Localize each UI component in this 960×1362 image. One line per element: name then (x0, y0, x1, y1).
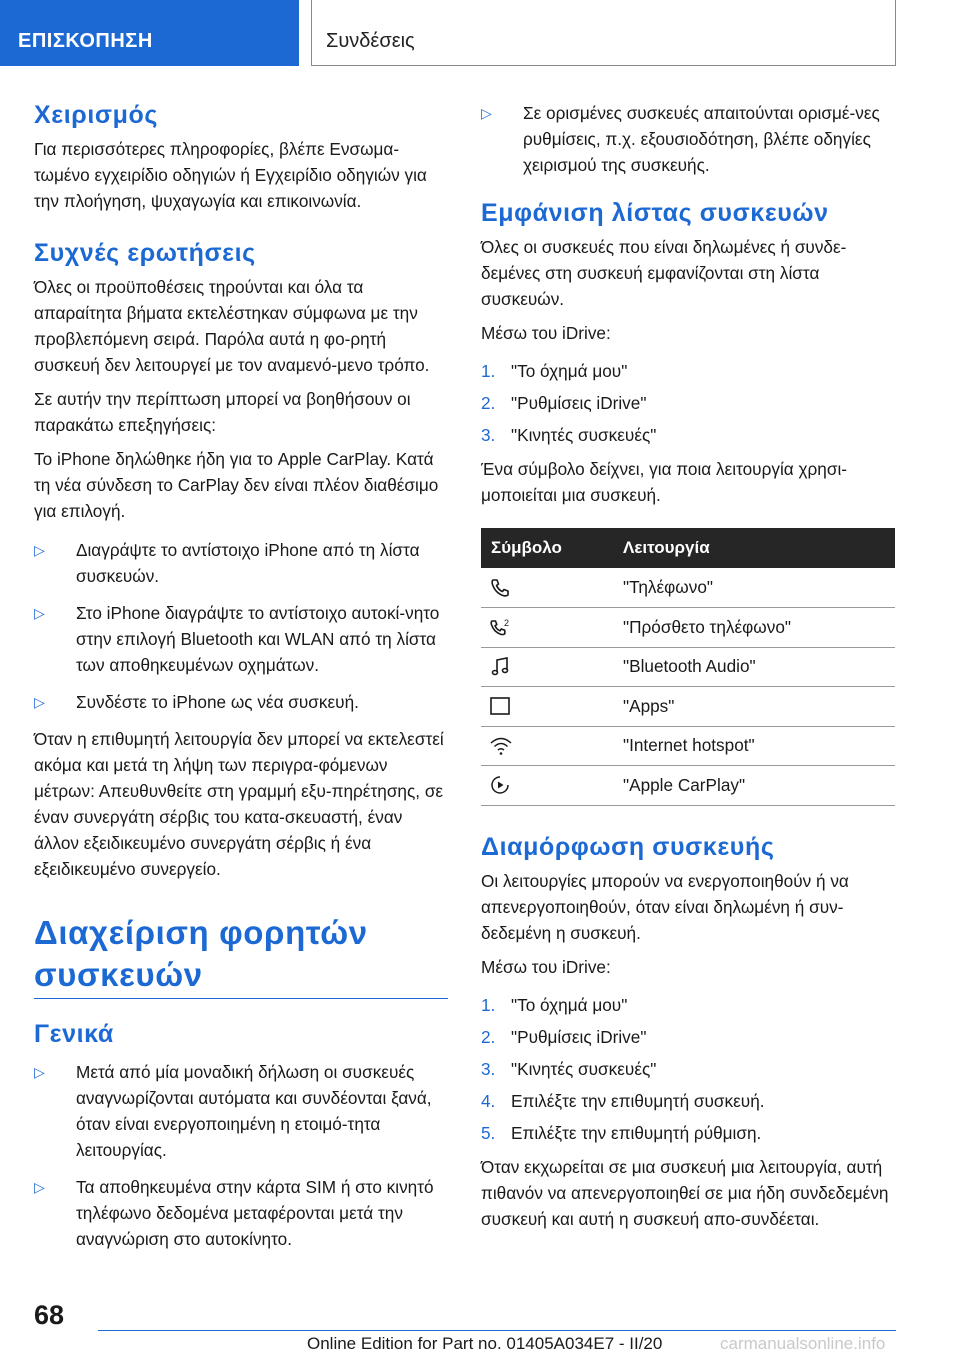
function-cell: "Internet hotspot" (611, 726, 895, 766)
list-item-text: Σε ορισμένες συσκευές απαιτούνται ορισμέ-νες ρυθμίσεις, π.χ. εξουσιοδότηση, βλέπε οδηγίες χειρισμού της συσκευής. (523, 103, 880, 175)
carplay-icon (489, 774, 511, 796)
list-item (481, 1088, 895, 1114)
function-cell: "Bluetooth Audio" (611, 647, 895, 687)
list-item (481, 992, 895, 1018)
watermark: carmanualsonline.info (720, 1334, 886, 1353)
table-row (481, 568, 895, 608)
idrive-label: Μέσω του iDrive: (481, 323, 611, 343)
page-number: 68 (34, 1300, 65, 1330)
step-text: "Κινητές συσκευές" (511, 1058, 657, 1079)
mobile-devices-heading-line2: συσκευών (34, 956, 203, 993)
page-title-box (311, 0, 896, 66)
list-item (481, 1120, 895, 1146)
handling-text: Για περισσότερες πληροφορίες, βλέπε Ενσωμα-τωμένο εγχειρίδιο οδηγιών ή Εγχειρίδιο οδηγιών για την πλοήγηση, ψυχαγωγία και επικοινωνία. (34, 139, 427, 211)
faq-paragraph: Όταν η επιθυμητή λειτουργία δεν μπορεί να εκτελεστεί ακόμα και μετά τη λήψη των περιγρα-φόμενων μέτρων: Απευθυνθείτε στη γραμμή εξυ-πηρέτησης, σε έναν συνεργάτη σέρβις του κατα-σκευαστή, έναν άλλον εξειδικευμένο συνεργάτη σέρβις ή ένα εξειδικευμένο συνεργείο. (34, 729, 444, 879)
symbol-intro-paragraph: Ένα σύμβολο δείχνει, για ποια λειτουργία χρησι-μοποιείται μια συσκευή. (481, 459, 847, 505)
edition-text: Online Edition for Part no. 01405A034E7 - II/20 (307, 1334, 663, 1353)
svg-text:2: 2 (504, 618, 510, 629)
step-number: 5. (481, 1122, 496, 1143)
page-header (0, 0, 960, 66)
symbol-cell (481, 687, 611, 727)
list-item (481, 390, 895, 416)
list-item (34, 689, 448, 715)
step-number: 2. (481, 1026, 496, 1047)
device-config-heading: Διαμόρφωση συσκευής (481, 832, 775, 861)
table-row (481, 647, 895, 687)
list-item-text: Μετά από μία μοναδική δήλωση οι συσκευές αναγνωρίζονται αυτόματα και συνδέονται ξανά, όταν είναι ενεργοποιημένη η ετοιμό-τητα λειτουργίας. (76, 1062, 432, 1160)
step-text: Επιλέξτε την επιθυμητή συσκευή. (511, 1090, 765, 1111)
function-cell: "Πρόσθετο τηλέφωνο" (611, 608, 895, 648)
list-item-text: Συνδέστε το iPhone ως νέα συσκευή. (76, 692, 359, 712)
device-list-paragraph: Όλες οι συσκευές που είναι δηλωμένες ή συνδε-δεμένες στη συσκευή εμφανίζονται στη λίστα συσκευών. (481, 237, 847, 309)
mobile-devices-heading (34, 912, 448, 996)
apps-icon (489, 695, 511, 717)
faq-paragraph: Το iPhone δηλώθηκε ήδη για το Apple CarPlay. Κατά τη νέα σύνδεση το CarPlay δεν είναι πλέον διαθέσιμο για επιλογή. (34, 449, 439, 521)
list-item (34, 1174, 448, 1252)
general-heading: Γενικά (34, 1020, 114, 1048)
list-item (481, 422, 895, 448)
list-item (481, 358, 895, 384)
symbol-cell (481, 726, 611, 766)
triangle-bullet-icon: ▷ (34, 1179, 45, 1195)
list-item-text: Διαγράψτε το αντίστοιχο iPhone από τη λίστα συσκευών. (76, 540, 420, 586)
device-list-heading: Εμφάνιση λίστας συσκευών (481, 199, 829, 227)
settings-bullet-list (481, 100, 895, 178)
general-bullet-list (34, 1059, 448, 1252)
wifi-hotspot-icon (489, 735, 513, 757)
device-config-steps (481, 992, 895, 1146)
triangle-bullet-icon: ▷ (481, 105, 492, 121)
list-item (481, 100, 895, 178)
symbol-table (481, 528, 895, 806)
music-note-icon (489, 656, 511, 678)
step-number: 1. (481, 994, 496, 1015)
step-text: "Κινητές συσκευές" (511, 425, 657, 445)
list-item (481, 1056, 895, 1082)
function-cell: "Apps" (611, 687, 895, 727)
triangle-bullet-icon: ▷ (34, 542, 45, 558)
column-header-symbol: Σύμβολο (481, 528, 611, 568)
faq-paragraph: Όλες οι προϋποθέσεις τηρούνται και όλα τα απαραίτητα βήματα εκτελέστηκαν σύμφωνα με την προβλεπόμενη σειρά. Παρόλα αυτά η φο-ρητή συσκευή δεν λειτουργεί με τον αναμενό-μενο τρόπο. (34, 277, 430, 375)
list-item (481, 1024, 895, 1050)
list-item-text: Τα αποθηκευμένα στην κάρτα SIM ή στο κινητό τηλέφωνο δεδομένα μεταφέρονται μετά την αναγνώριση στο αυτοκίνητο. (76, 1177, 434, 1249)
table-row (481, 766, 895, 806)
faq-paragraph: Σε αυτήν την περίπτωση μπορεί να βοηθήσουν οι παρακάτω επεξηγήσεις: (34, 389, 411, 435)
step-text: "Ρυθμίσεις iDrive" (511, 1026, 647, 1047)
triangle-bullet-icon: ▷ (34, 1064, 45, 1080)
symbol-cell (481, 766, 611, 806)
triangle-bullet-icon: ▷ (34, 694, 45, 710)
heading-divider (34, 998, 448, 999)
symbol-cell (481, 608, 611, 648)
symbol-cell (481, 647, 611, 687)
step-number: 3. (481, 1058, 496, 1079)
table-header-row (481, 528, 895, 568)
step-number: 4. (481, 1090, 496, 1111)
handling-heading: Χειρισμός (34, 101, 158, 129)
additional-phone-icon (489, 616, 513, 638)
step-text: Επιλέξτε την επιθυμητή ρύθμιση. (511, 1122, 762, 1143)
step-text: "Το όχημά μου" (511, 994, 628, 1015)
step-text: "Το όχημά μου" (511, 361, 628, 381)
step-text: "Ρυθμίσεις iDrive" (511, 393, 647, 413)
list-item (34, 600, 448, 678)
section-tab: ΕΠΙΣΚΟΠΗΣΗ (0, 0, 299, 66)
list-item-text: Στο iPhone διαγράψτε το αντίστοιχο αυτοκί-νητο στην επιλογή Bluetooth και WLAN από τη λίστα των αποθηκευμένων οχημάτων. (76, 603, 440, 675)
list-item (34, 1059, 448, 1163)
function-cell: "Apple CarPlay" (611, 766, 895, 806)
triangle-bullet-icon: ▷ (34, 605, 45, 621)
symbol-cell (481, 568, 611, 608)
table-row (481, 726, 895, 766)
column-header-function: Λειτουργία (611, 528, 895, 568)
footer-divider (98, 1330, 896, 1331)
table-row (481, 687, 895, 727)
device-config-paragraph: Οι λειτουργίες μπορούν να ενεργοποιηθούν ή να απενεργοποιηθούν, όταν είναι δηλωμένη ή συν-δεδεμένη η συσκευή. (481, 870, 849, 943)
page-title: Συνδέσεις (326, 30, 415, 52)
faq-bullet-list (34, 537, 448, 715)
left-column (34, 100, 448, 1263)
phone-icon (489, 577, 511, 599)
table-row (481, 608, 895, 648)
faq-heading: Συχνές ερωτήσεις (34, 239, 256, 267)
function-cell: "Τηλέφωνο" (611, 568, 895, 608)
device-list-steps (481, 358, 895, 448)
list-item (34, 537, 448, 589)
idrive-label: Μέσω του iDrive: (481, 956, 611, 977)
step-number: 3. (481, 425, 496, 445)
step-number: 2. (481, 393, 496, 413)
right-column (481, 100, 895, 1240)
device-config-paragraph: Όταν εκχωρείται σε μια συσκευή μια λειτουργία, αυτή πιθανόν να απενεργοποιηθεί σε μια ήδη συνδεδεμένη συσκευή και αυτή η συσκευή απο-συνδέεται. (481, 1156, 889, 1229)
mobile-devices-heading-line1: Διαχείριση φορητών (34, 914, 368, 951)
step-number: 1. (481, 361, 496, 381)
